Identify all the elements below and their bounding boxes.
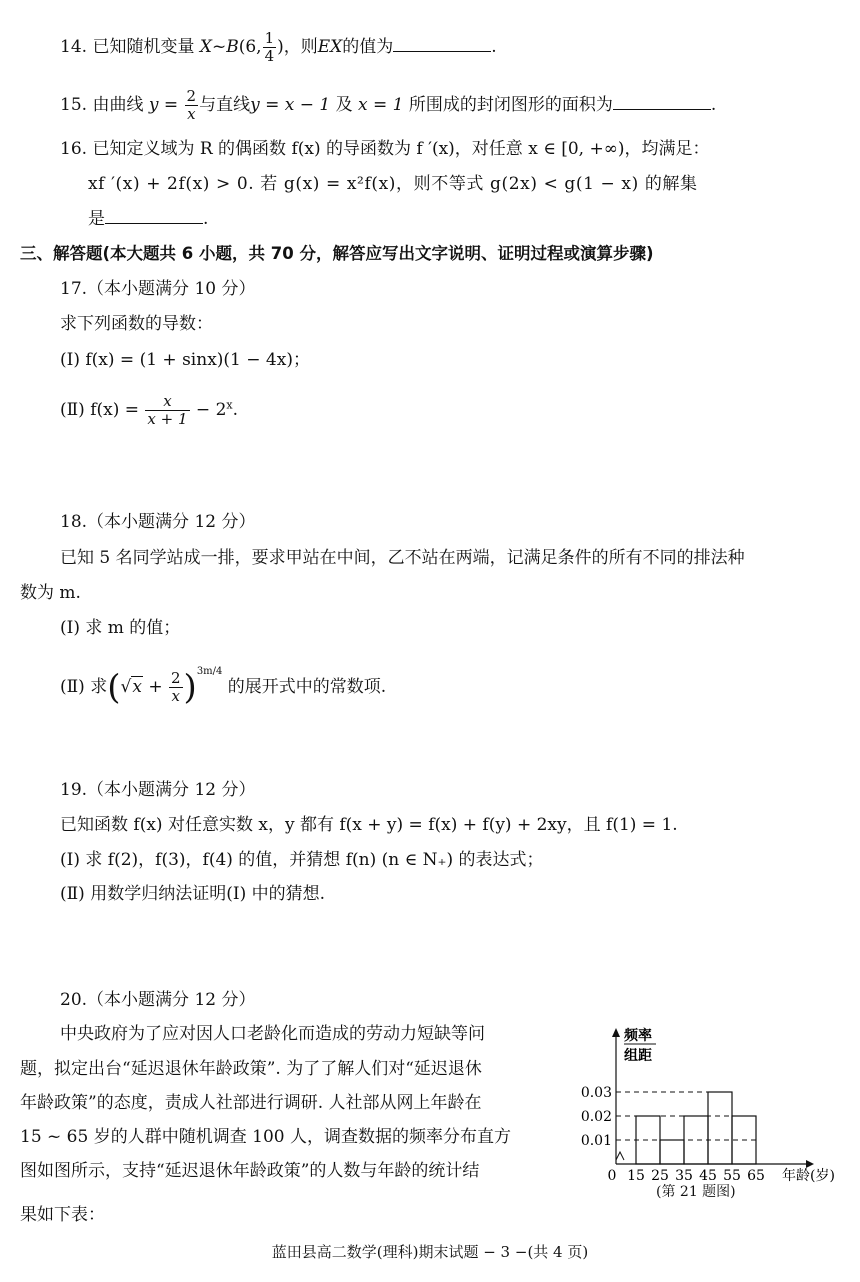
y-tick-label: 0.02 — [580, 1109, 612, 1125]
question-20-line2: 题，拟定出台“延迟退休年龄政策”. 为了了解人们对“延迟退休 — [20, 1059, 482, 1079]
y-tick-label: 0.01 — [580, 1133, 612, 1149]
question-20-line5: 图如图所示，支持“延迟退休年龄政策”的人数与年龄的统计结 — [20, 1161, 480, 1181]
question-20-line6: 果如下表： — [20, 1205, 105, 1225]
fraction: $\frac{2}{x}$ — [186, 87, 197, 123]
fraction: $\frac{2}{x}$ — [171, 669, 181, 705]
question-18-header: 18.（本小题满分 12 分） — [60, 512, 256, 532]
answer-blank — [613, 95, 711, 110]
histogram-bar — [684, 1116, 708, 1164]
y-label-top: 频率 — [624, 1028, 652, 1044]
question-18-line2: 数为 m. — [20, 583, 81, 603]
question-18-part2: (Ⅱ) 求(√x + $\frac{2}{x}$ )$^{3m/4}$ 的展开式中的常数项. — [60, 666, 387, 708]
question-17-part1: (Ⅰ) f(x) = (1 + sinx)(1 − 4x)； — [60, 350, 310, 370]
x-tick-label: 15 — [627, 1168, 645, 1184]
axis-break — [616, 1152, 624, 1160]
x-tick-label: 55 — [723, 1168, 741, 1184]
histogram-bar — [660, 1140, 684, 1164]
question-18-line1: 已知 5 名同学站成一排，要求甲站在中间，乙不站在两端，记满足条件的所有不同的排法种 — [60, 548, 745, 568]
fraction: $\frac{x}{x + 1}$ — [147, 392, 188, 428]
question-20-line3: 年龄政策”的态度，责成人社部进行调研. 人社部从网上年龄在 — [20, 1093, 482, 1113]
question-14: 14. 已知随机变量 X~B(6, $\frac{1}{4}$ )，则EX的值为 . — [60, 29, 497, 65]
x-axis-label: 年龄(岁) — [782, 1168, 835, 1184]
question-16-line1: 16. 已知定义域为 R 的偶函数 f(x) 的导函数为 f ′(x)，对任意 x ∈ [0, +∞)，均满足： — [60, 139, 710, 159]
x-axis-arrow — [806, 1160, 814, 1168]
histogram-bars — [616, 1092, 756, 1164]
question-16-line3: 是 . — [88, 209, 209, 229]
x-tick-label: 35 — [675, 1168, 693, 1184]
answer-blank — [105, 209, 203, 224]
question-17-header: 17.（本小题满分 10 分） — [60, 279, 256, 299]
x-tick-label: 25 — [651, 1168, 669, 1184]
x-tick-label: 0 — [607, 1168, 617, 1184]
question-19-part1: (Ⅰ) 求 f(2)，f(3)，f(4) 的值，并猜想 f(n) (n ∈ N₊) 的表达式； — [60, 850, 544, 870]
figure-caption: (第 21 题图) — [656, 1184, 736, 1200]
question-20-header: 20.（本小题满分 12 分） — [60, 990, 256, 1010]
question-17-prompt: 求下列函数的导数： — [60, 314, 213, 334]
y-label-bottom: 组距 — [624, 1048, 652, 1064]
page-footer: 蓝田县高二数学(理科)期末试题 − 3 −(共 4 页) — [271, 1243, 589, 1261]
x-tick-label: 65 — [747, 1168, 765, 1184]
question-20-line1: 中央政府为了应对因人口老龄化而造成的劳动力短缺等问 — [60, 1024, 485, 1044]
histogram-ticks — [581, 1085, 765, 1184]
y-axis-arrow — [612, 1028, 620, 1037]
question-17-part2: (Ⅱ) f(x) = $\frac{x}{x + 1}$ − $2^x$. — [60, 392, 239, 428]
question-16-line2: xf ′(x) + 2f(x) > 0. 若 g(x) = x²f(x)，则不等式 g(2x) < g(1 − x) 的解集 — [88, 174, 698, 194]
section-heading: 三、解答题(本大题共 6 小题，共 70 分，解答应写出文字说明、证明过程或演算步骤) — [20, 244, 654, 263]
question-19-part2: (Ⅱ) 用数学归纳法证明(Ⅰ) 中的猜想. — [60, 884, 326, 904]
question-20-line4: 15 ~ 65 岁的人群中随机调查 100 人，调查数据的频率分布直方 — [20, 1127, 511, 1147]
question-19-header: 19.（本小题满分 12 分） — [60, 780, 256, 800]
y-tick-label: 0.03 — [580, 1085, 612, 1101]
histogram-bar — [708, 1092, 732, 1164]
question-19-line1: 已知函数 f(x) 对任意实数 x，y 都有 f(x + y) = f(x) + f(y) + 2xy，且 f(1) = 1. — [60, 815, 678, 835]
x-tick-label: 45 — [699, 1168, 717, 1184]
fraction: $\frac{1}{4}$ — [264, 29, 275, 65]
question-15: 15. 由曲线 y = $\frac{2}{x}$ 与直线y = x − 1 及 x = 1 所围成的封闭图形的面积为 . — [60, 87, 717, 123]
answer-blank — [393, 37, 491, 52]
question-18-part1: (Ⅰ) 求 m 的值； — [60, 618, 181, 638]
